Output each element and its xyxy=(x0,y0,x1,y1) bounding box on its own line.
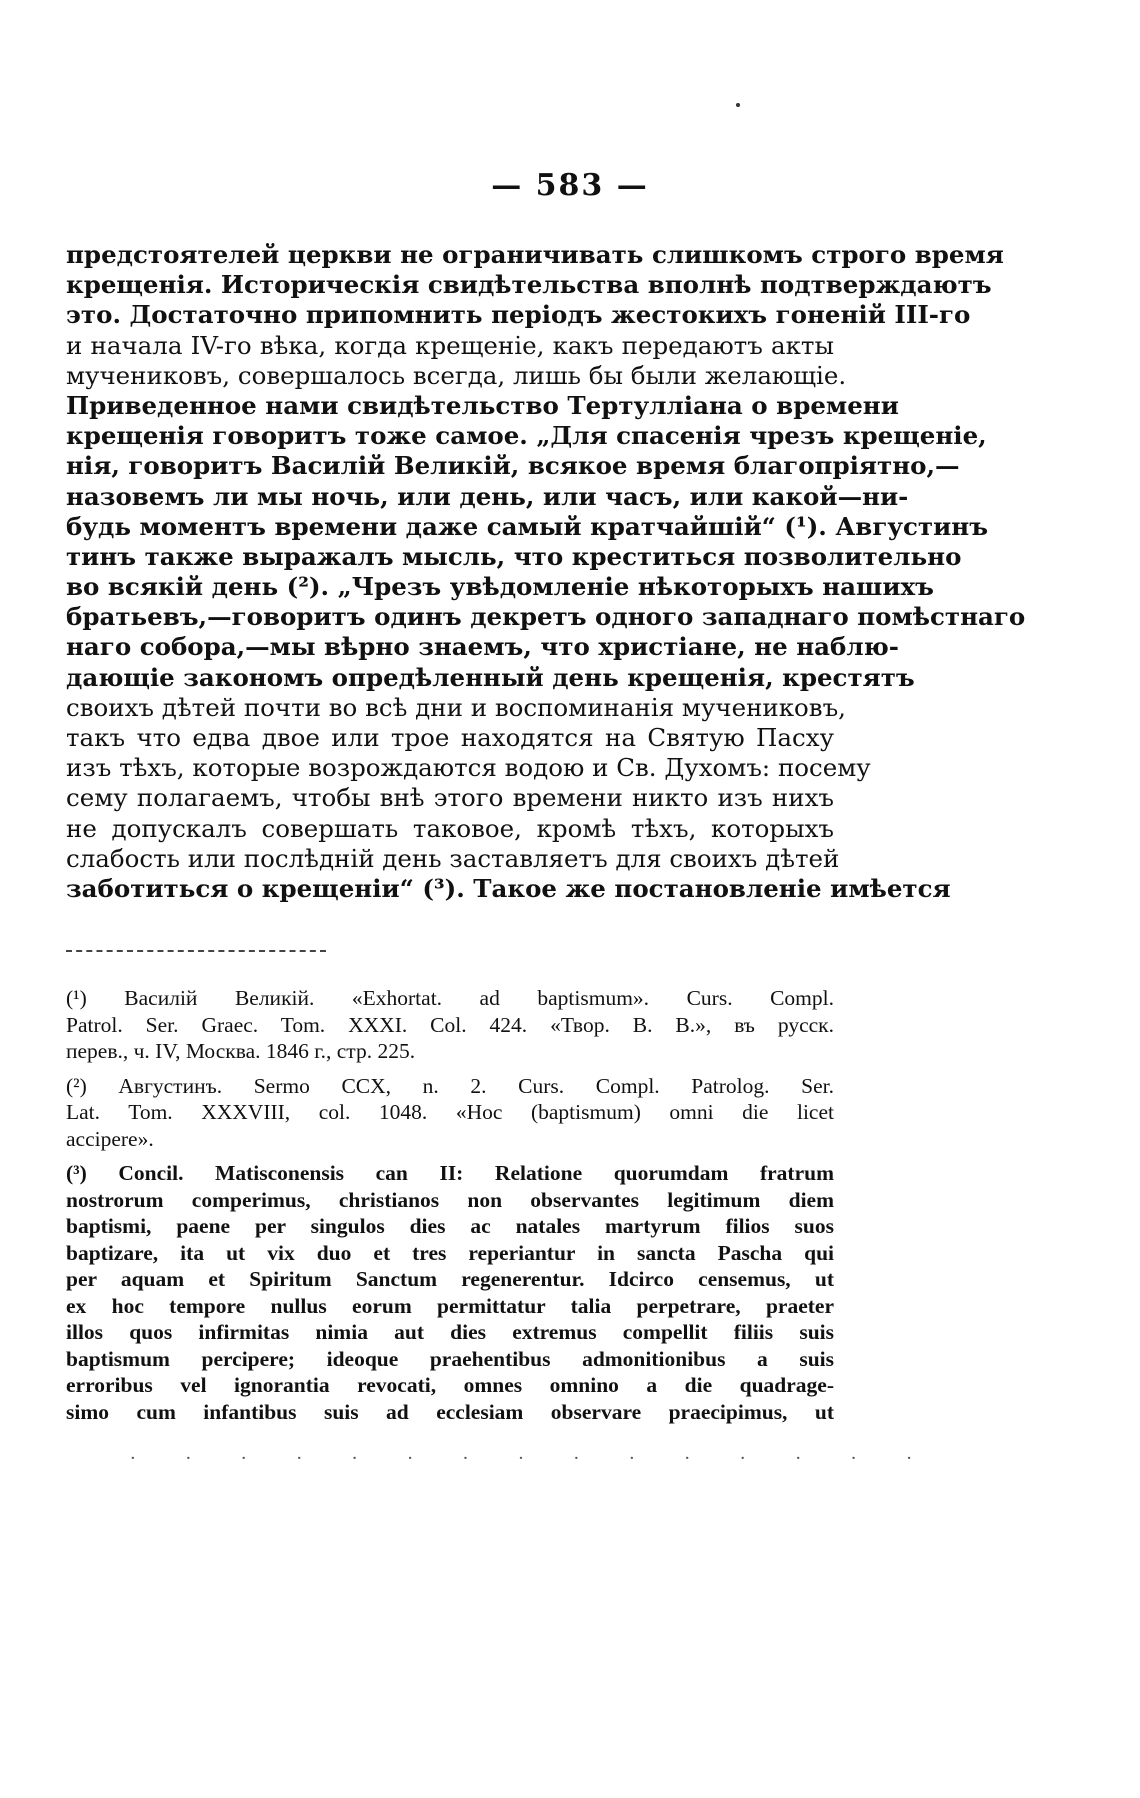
text-line: не допускалъ совершать таковое, кромѣ тѣхъ, которыхъ xyxy=(66,813,834,843)
footnote-line: перев., ч. IV, Москва. 1846 г., стр. 225. xyxy=(66,1039,416,1063)
text-line: и начала IV-го вѣка, когда крещеніе, какъ передаютъ акты xyxy=(66,330,834,360)
text-line: мучениковъ, совершалось всегда, лишь бы были желающіе. xyxy=(66,360,847,390)
footnote-line: baptizare, ita ut vix duo et tres reperiantur in sancta Pascha qui xyxy=(66,1240,834,1265)
footnote-line: baptismi, paene per singulos dies ac natales martyrum filios suos xyxy=(66,1214,834,1238)
footnotes xyxy=(66,985,834,1425)
text-line: дающіе закономъ опредѣленный день крещенія, крестятъ xyxy=(66,662,915,692)
footnote-line: (²) Августинъ. Sermo CCX, n. 2. Curs. Compl. Patrolog. Ser. xyxy=(66,1073,834,1098)
text-line: своихъ дѣтей почти во всѣ дни и воспоминанія мучениковъ, xyxy=(66,692,846,722)
text-line: Приведенное нами свидѣтельство Тертулліана о времени xyxy=(66,390,899,420)
text-line: во всякій день (²). „Чрезъ увѣдомленіе нѣкоторыхъ нашихъ xyxy=(66,572,934,602)
footnote-separator xyxy=(66,950,326,952)
footnote-line: Lat. Tom. XXXVIII, col. 1048. «Hoc (baptismum) omni die licet xyxy=(66,1100,834,1124)
footnote-line: baptismum percipere; ideoque praehentibus admonitionibus a suis xyxy=(66,1346,834,1371)
footnote-line: erroribus vel ignorantia revocati, omnes omnino a die quadrage- xyxy=(66,1373,834,1397)
text-line: заботиться о крещеніи“ (³). Такое же постановленіе имѣется xyxy=(66,873,951,903)
text-line: крещенія. Историческія свидѣтельства вполнѣ подтверждаютъ xyxy=(66,270,992,300)
footnote-2 xyxy=(66,1073,834,1153)
footnote-line: nostrorum comperimus, christianos non observantes legitimum diem xyxy=(66,1187,834,1212)
main-text xyxy=(66,240,1026,904)
page-number: — 583 — xyxy=(491,168,649,203)
text-line: сему полагаемъ, чтобы внѣ этого времени никто изъ нихъ xyxy=(66,783,834,813)
text-line: предстоятелей церкви не ограничивать слишкомъ строго время xyxy=(66,240,1004,269)
footnote-line: per aquam et Spiritum Sanctum regenerentur. Idcirco censemus, ut xyxy=(66,1267,834,1291)
scan-speck xyxy=(736,103,740,107)
text-line: нія, говоритъ Василій Великій, всякое время благопріятно,— xyxy=(66,451,960,481)
text-line: изъ тѣхъ, которые возрождаются водою и Св. Духомъ: посему xyxy=(66,753,871,783)
footnote-line: ex hoc tempore nullus eorum permittatur talia perpetrare, praeter xyxy=(66,1293,834,1318)
scan-noise: · · · · · · · · · · · · · · · xyxy=(130,1448,934,1469)
footnote-line: (³) Concil. Matisconensis can II: Relatione quorumdam fratrum xyxy=(66,1161,834,1185)
text-line: такъ что едва двое или трое находятся на Святую Пасху xyxy=(66,723,834,752)
text-line: будь моментъ времени даже самый кратчайшій“ (¹). Августинъ xyxy=(66,511,989,541)
footnote-1 xyxy=(66,985,834,1065)
footnote-line: (¹) Василій Великій. «Exhortat. ad baptismum». Curs. Compl. xyxy=(66,986,834,1010)
text-line: слабость или послѣдній день заставляетъ для своихъ дѣтей xyxy=(66,843,840,873)
footnote-line: illos quos infirmitas nimia aut dies extremus compellit filiis suis xyxy=(66,1320,834,1344)
text-line: братьевъ,—говоритъ одинъ декретъ одного западнаго помѣстнаго xyxy=(66,602,1026,632)
text-line: крещенія говоритъ тоже самое. „Для спасенія чрезъ крещеніе, xyxy=(66,421,987,451)
footnote-line: simo cum infantibus suis ad ecclesiam observare praecipimus, ut xyxy=(66,1399,834,1424)
text-line: назовемъ ли мы ночь, или день, или часъ, или какой—ни- xyxy=(66,481,909,511)
footnote-line: accipere». xyxy=(66,1126,154,1151)
text-line: это. Достаточно припомнить періодъ жестокихъ гоненій III-го xyxy=(66,300,971,330)
footnote-line: Patrol. Ser. Graec. Tom. XXXI. Col. 424. «Твор. В. В.», въ русск. xyxy=(66,1012,834,1037)
text-line: наго собора,—мы вѣрно знаемъ, что христiане, не наблю- xyxy=(66,632,899,662)
text-line: тинъ также выражалъ мысль, что креститься позволительно xyxy=(66,541,962,571)
footnote-3 xyxy=(66,1160,834,1425)
